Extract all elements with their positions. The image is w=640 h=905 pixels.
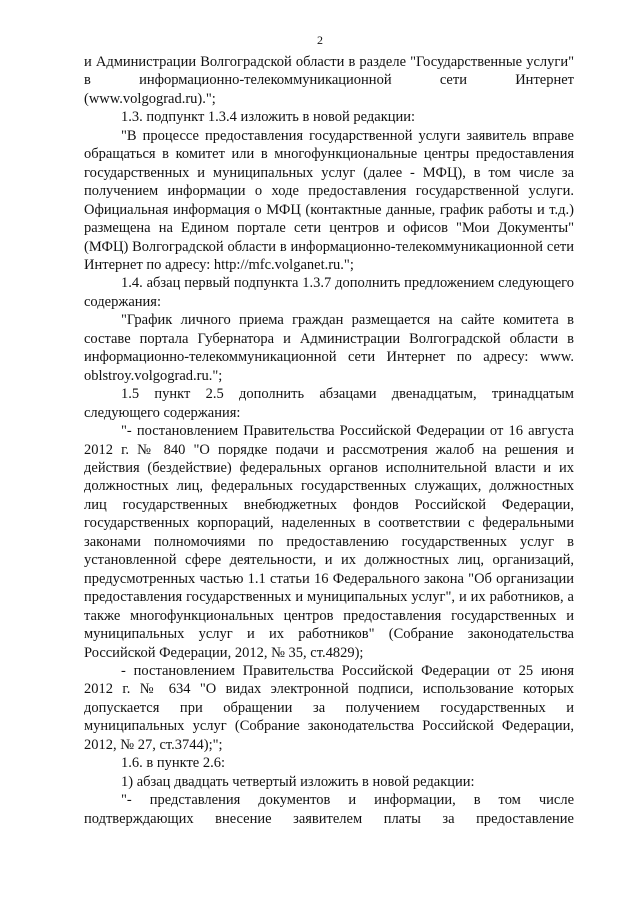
paragraph-1-5-item-1: "- постановлением Правительства Российской Федерации от 16 августа 2012 г. № 840 "О порядке подачи и рассмотрения жалоб на решения и действия (бездействие) федеральных органов исполнительной власти и их должностных лиц, федеральных государственных служащих, должностных лиц государственных внебюджетных фондов Российской Федерации, государственных корпораций, наделенных в соответствии с федеральными законами полномочиями по предоставлению государственных услуг в установленной сфере деятельности, и их должностных лиц, организаций, предусмотренных частью 1.1 статьи 16 Федерального закона "Об организации предоставления государственных и муниципальных услуг", и их работников, а также многофункциональных центров предоставления государственных и муниципальных услуг и их работников" (Собрание законодательства Российской Федерации, 2012, № 35, ст.4829); <box>84 423 574 661</box>
paragraph-continuation: и Администрации Волгоградской области в разделе "Государственные услуги" в информационно-телекоммуникационной сети Интернет (www.volgograd.ru)."; <box>84 54 574 107</box>
paragraph-1-6: 1.6. в пункте 2.6: <box>121 755 226 772</box>
paragraph-1-6-sub-1-text: "- представления документов и информации, в том числе подтверждающих внесение заявителем платы за предоставление <box>84 792 574 827</box>
document-body <box>84 53 574 828</box>
paragraph-1-4-text: "График личного приема граждан размещается на сайте комитета в составе портала Губернатора и Администрации Волгоградской области в информационно-телекоммуникационной сети Интернет по адресу: www. oblstroy.volgograd.ru."; <box>84 312 574 384</box>
paragraph-1-4: 1.4. абзац первый подпункта 1.3.7 дополнить предложением следующего содержания: <box>84 275 574 310</box>
paragraph-1-5: 1.5 пункт 2.5 дополнить абзацами двенадцатым, тринадцатым следующего содержания: <box>84 386 574 421</box>
page-number: 2 <box>317 33 323 47</box>
paragraph-1-5-item-2: - постановлением Правительства Российской Федерации от 25 июня 2012 г. № 634 "О видах электронной подписи, использование которых допускается при обращении за получением государственных и муниципальных услуг (Собрание законодательства Российской Федерации, 2012, № 27, ст.3744);"; <box>84 662 574 753</box>
paragraph-1-3: 1.3. подпункт 1.3.4 изложить в новой редакции: <box>121 109 416 126</box>
paragraph-1-6-sub-1: 1) абзац двадцать четвертый изложить в новой редакции: <box>121 773 475 790</box>
paragraph-1-3-text: "В процессе предоставления государственной услуги заявитель вправе обращаться в комитет или в многофункциональные центры предоставления государственных и муниципальных услуг (далее - МФЦ), в том числе за получением информации о ходе предоставления государственной услуги. Официальная информация о МФЦ (контактные данные, график работы и т.д.) размещена на Едином портале сети центров и офисов "Мои Документы" (МФЦ) Волгоградской области в информационно-телекоммуникационной сети Интернет по адресу: http://mfc.volganet.ru."; <box>84 127 574 273</box>
